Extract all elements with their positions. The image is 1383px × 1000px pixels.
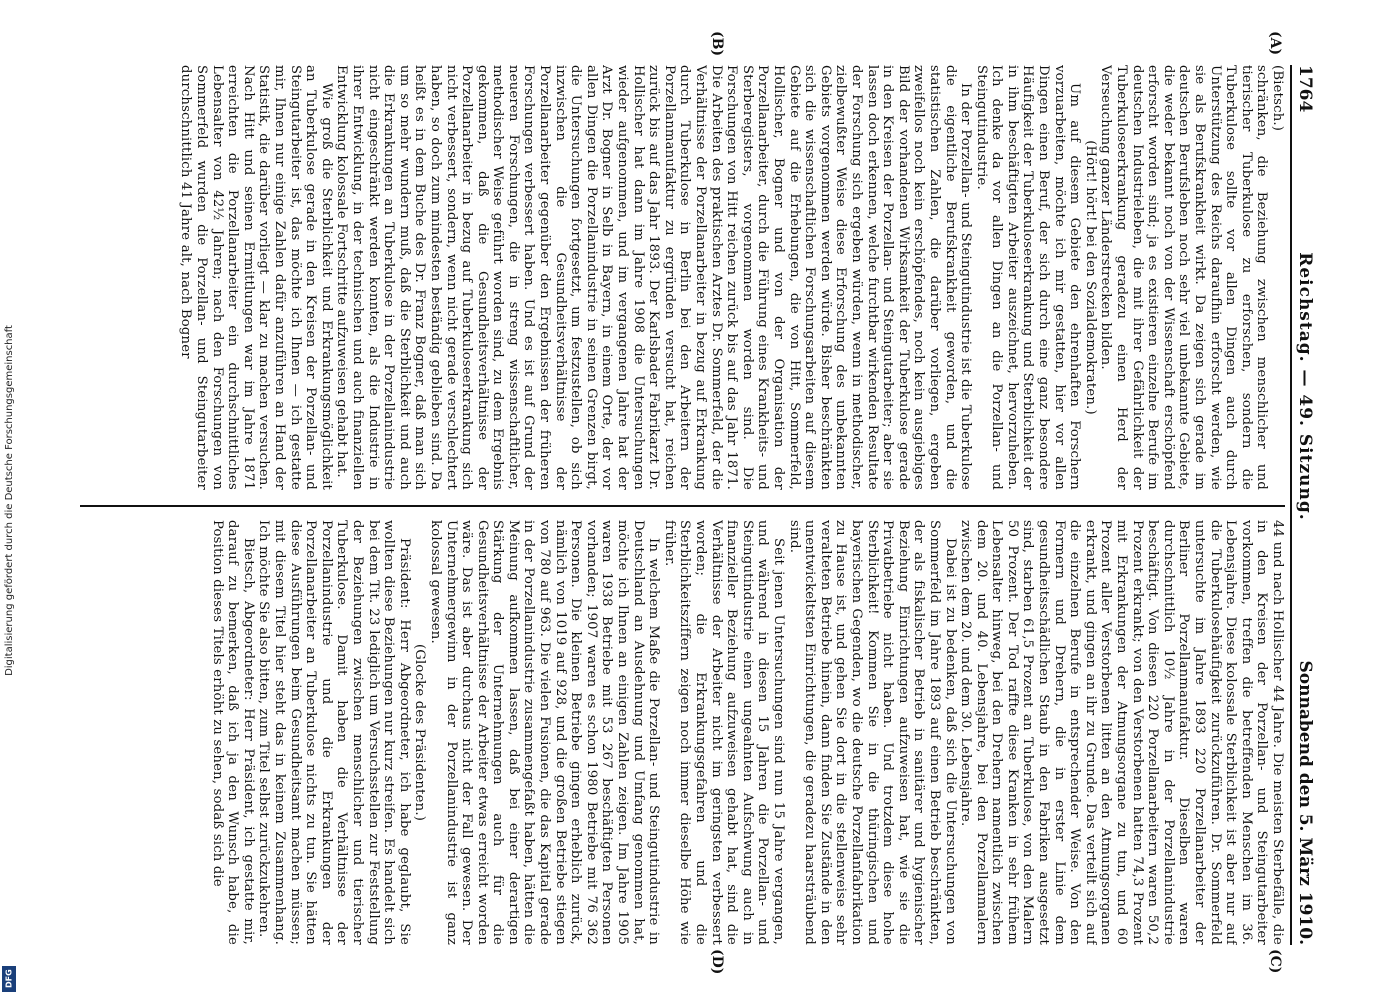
- president-remark: Präsident: Herr Abgeordneter, ich habe geglaubt, Sie wollten diese Beziehungen nur kurz streifen. Es handelt sich bei dem Tit. 23 lediglich um Versuchsstellen zur Feststellung der Beziehungen zwischen menschlicher und tierischer Tuberkulose. Damit haben die Verhältnisse der Porzellanindustrie und die Erkrankungen der Porzellanarbeiter an Tuberkulose nichts zu tun. Sie hätten diese Ausführungen beim Gesundheitsamt machen müssen; mit diesem Titel hier steht das in keinem Zusammenhang. Ich möchte Sie also bitten, zum Titel selbst zurückzukehren.: [256, 520, 412, 945]
- speaker-reply: Bietsch, Abgeordneter: Herr Präsident, ich gestatte mir, darauf zu bemerken, daß ich ja den Wunsch habe, die Position dieses Titels erhöht zu sehen, sodaß sich die: [209, 520, 256, 945]
- document-page: [75, 31, 1325, 975]
- interjection: (Hört! hört! bei den Sozialdemokraten.): [1082, 140, 1098, 415]
- marker-c: (C): [1267, 949, 1283, 974]
- marker-d: (D): [709, 949, 725, 975]
- paragraph: Dabei ist zu bedenken, daß sich die Untersuchungen von Sommerfeld im Jahre 1893 auf einen Betrieb beschränkten, der als fiskalischer Betrieb in sanitärer und hygienischer Beziehung Einrichtungen aufzuweisen hat, wie sie die Privatbetriebe nicht haben. Und trotzdem diese hohe Sterblichkeit! Kommen Sie in die thüringischen und bayerischen Gegenden, wo die deutsche Porzellanfabrikation zu Hause ist, und gehen Sie dort in die stellenweise sehr veralteten Betriebe hinein, dann finden Sie Zustände in den unentwickeltsten Einrichtungen, die geradezu haarsträubend sind.: [786, 520, 958, 945]
- right-column: [85, 520, 1285, 945]
- session-date: Sonnabend den 5. März 1910.: [1295, 660, 1315, 945]
- marker-b: (B): [709, 31, 725, 57]
- column-divider: [80, 505, 1285, 507]
- session-title: Reichstag. — 49. Sitzung.: [1295, 252, 1315, 521]
- speaker-tag: (Bietsch.): [1270, 65, 1285, 132]
- paragraph: schränken, die Beziehung zwischen menschlicher und tierischer Tuberkulose zu erforschen, sondern die Tuberkulose sollte vor allen Dingen auch durch Unterstützung des Reichs daraufhin erforscht werden, wie sie als Berufskrankheit wirkt. Da zeigen sich gerade im deutschen Berufsleben noch sehr viel unbekannte Gebiete, die weder bekannt noch von der Wissenschaft erschöpfend erforscht worden sind; ja es existieren einzelne Berufe im deutschen Industrieleben, die mit ihrer Gefährlichkeit der Tuberkuloseerkrankung geradezu einen Herd der Verseuchung ganzer Länderstrecken bilden.: [1098, 65, 1270, 490]
- marker-a: (A): [1267, 31, 1283, 56]
- page-number: 1764: [1295, 65, 1315, 113]
- interjection: (Glocke des Präsidenten.): [412, 643, 428, 822]
- paragraph: Seit jenen Untersuchungen sind nun 15 Jahre vergangen, und während in diesen 15 Jahren die Porzellan- und Steingutindustrie einen ungeahnten Aufschwung auch in finanzieller Beziehung aufzuweisen gehabt hat, sind die Verhältnisse der Arbeiter nicht im geringsten verbessert worden; die Erkrankungsgefahren und die Sterblichkeitsziffern zeigen noch immer dieselbe Höhe wie früher.: [661, 520, 786, 945]
- digitization-credit: [0, 0, 18, 1000]
- paragraph: In der Porzellan- und Steingutindustrie ist die Tuberkulose die eigentliche Berufskrankheit geworden, und die statistischen Zahlen, die darüber vorliegen, ergeben zweifellos noch kein erschöpfendes, noch kein ausgiebiges Bild der vorhandenen Wirksamkeit der Tuberkulose gerade in den Kreisen der Porzellan- und Steingutarbeiter; aber sie lassen doch erkennen, welche furchtbar wirkenden Resultate der Forschung sich ergeben würden, wenn in methodischer, zielbewußter Weise diese Erforschung des unbekannten Gebiets vorgenommen werden würde. Bisher beschränkten sich die wissenschaftlichen Forschungsarbeiten auf diesem Gebiete auf die Erhebungen, die von Hitt, Sommerfeld, Hollischer, Bogner und von der Organisation der Porzellanarbeiter, durch die Führung eines Krankheits- und Sterberegisters, vorgenommen worden sind. Die Forschungen von Hitt reichen zurück bis auf das Jahr 1871. Die Arbeiten des praktischen Arztes Dr. Sommerfeld, der die Verhältnisse der Porzellanarbeiter in bezug auf Erkrankung durch Tuberkulose in Berlin bei den Arbeitern der Porzellanmanufaktur zu ergründen versucht hat, reichen zurück bis auf das Jahr 1893. Der Karlsbader Fabrikarzt Dr. Hollischer hat dann im Jahre 1908 die Untersuchungen wieder aufgenommen, und im vergangenen Jahre hat der Arzt Dr. Bogner in Selb in Bayern, in einem Orte, der vor allen Dingen die Porzellanindustrie in seinen Grenzen birgt, die Untersuchungen fortgesetzt, um festzustellen, ob sich inzwischen die Gesundheitsverhältnisse der Porzellanarbeiter gegenüber den Ergebnissen der früheren Forschungen verbessert haben. Und es ist auf Grund der neueren Forschungen, die in streng wissenschaftlicher, methodischer Weise geführt worden sind, zu dem Ergebnis gekommen, daß die Gesundheitsverhältnisse der Porzellanarbeiter in bezug auf Tuberkuloseerkrankung sich nicht verbessert, sondern, wenn nicht gerade verschlechtert haben, so doch zum mindesten beständig geblieben sind. Da heißt es in dem Buche des Dr. Franz Bogner, daß man sich um so mehr wundern muß, daß die Sterblichkeit und auch die Erkrankungen an Tuberkulose in der Porzellanindustrie nicht eingeschränkt werden konnten, als die Industrie in ihrer Entwicklung, in der technischen und auch finanziellen Entwicklung kolossale Fortschritte aufzuweisen gehabt hat.: [334, 65, 974, 490]
- paragraph: In welchem Maße die Porzellan- und Steingutindustrie in Deutschland an Ausdehnung und Umfang genommen hat, möchte ich Ihnen an einigen Zahlen zeigen. Im Jahre 1905 waren 1938 Betriebe mit 53 267 beschäftigten Personen vorhanden; 1907 waren es schon 1980 Betriebe mit 76 362 Personen. Die kleinen Betriebe gingen erheblich zurück, nämlich von 1019 auf 928, und die großen Betriebe stiegen von 780 auf 963. Die vielen Fusionen, die das Kapital gerade in der Porzellanindustrie zusammengefaßt haben, hätten die Meinung aufkommen lassen, daß bei einer derartigen Stärkung der Unternehmungen auch für die Gesundheitsverhältnisse der Arbeiter etwas erreicht worden wäre. Das ist aber durchaus nicht der Fall gewesen. Der Unternehmergewinn in der Porzellanindustrie ist ganz kolossal gewesen.: [427, 520, 662, 945]
- credit-text: Digitalisierung gefördert durch die Deutsche Forschungsgemeinschaft: [3, 324, 15, 676]
- paragraph: Wie groß die Sterblichkeit und Erkrankungsmöglichkeit an Tuberkulose gerade in den Kreisen der Porzellan- und Steingutarbeiter ist, das möchte ich Ihnen — ich gestatte mir, Ihnen nur einige Zahlen dafür anzuführen an Hand der Statistik, die darüber vorliegt — klar zu machen versuchen. Nach Hitt und seinen Ermittlungen war im Jahre 1871 erreichten die Porzellanarbeiter ein durchschnittliches Lebensalter von 42½ Jahren; nach den Forschungen von Sommerfeld wurden die Porzellan- und Steingutarbeiter durchschnittlich 41 Jahre alt, nach Bogner: [178, 65, 334, 490]
- left-column: [85, 65, 1285, 490]
- paragraph: Um auf diesem Gebiete den ehrenhaften Forschern vorzuarbeiten, möchte ich mir gestatten, hier vor allen Dingen einen Beruf, der sich durch eine ganz besondere Häufigkeit der Tuberkuloseerkrankung und Sterblichkeit der in ihm beschäftigten Arbeiter auszeichnet, hervorzuheben. Ich denke da vor allen Dingen an die Porzellan- und Steingutindustrie.: [973, 65, 1083, 490]
- dfg-logo: DFG: [2, 966, 16, 992]
- paragraph: 44 und nach Hollischer 44 Jahre. Die meisten Sterbefälle, die in den Kreisen der Porzellan- und Steingutarbeiter vorkommen, treffen die betreffenden Menschen im 36. Lebensjahre. Diese kolossale Sterblichkeit ist aber nur auf die Tuberkulosehäufigkeit zurückzuführen. Dr. Sommerfeld untersuchte im Jahre 1893 220 Porzellanarbeiter der Berliner Porzellanmanufaktur. Dieselben waren durchschnittlich 10½ Jahre in der Porzellanindustrie beschäftigt. Von diesen 220 Porzellanarbeitern waren 50,2 Prozent erkrankt; von den Verstorbenen hatten 74,3 Prozent mit Erkrankungen der Atmungsorgane zu tun, und 60 Prozent aller Verstorbenen litten an den Atmungsorganen erkrankt, und gingen an ihr zu Grunde. Das verteilt sich auf die einzelnen Berufe in entsprechender Weise. Von den Formern und Drehern, die in erster Linie dem gesundheitsschädlichen Staub in den Fabriken ausgesetzt sind, starben 61,5 Prozent an Tuberkulose, von den Malern 50 Prozent. Der Tod raffte diese Kranken in sehr frühem Lebensalter hinweg, bei den Drehern namentlich zwischen dem 20. und 40. Lebensjahre, bei den Porzellanmalern zwischen dem 20. und dem 30. Lebensjahre.: [958, 520, 1285, 945]
- page-header: [1290, 65, 1325, 945]
